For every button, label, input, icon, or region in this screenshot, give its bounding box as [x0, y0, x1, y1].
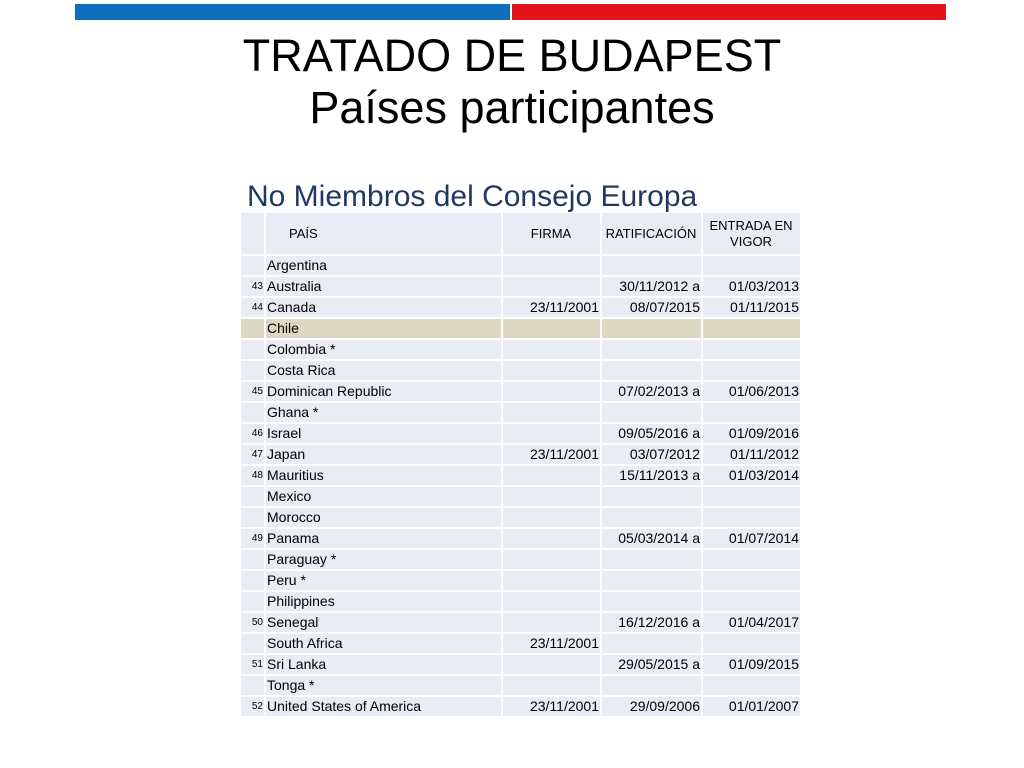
row-country: Chile	[266, 319, 503, 340]
row-firma: 23/11/2001	[503, 298, 602, 319]
row-entrada	[703, 340, 802, 361]
row-entrada: 01/11/2012	[703, 445, 802, 466]
row-firma	[503, 592, 602, 613]
row-number: 51	[241, 655, 266, 676]
row-country: Morocco	[266, 508, 503, 529]
row-number: 52	[241, 697, 266, 718]
title-line-2: Países participantes	[309, 82, 715, 133]
row-ratificacion	[602, 340, 703, 361]
row-number	[241, 256, 266, 277]
row-firma	[503, 424, 602, 445]
row-ratificacion: 09/05/2016 a	[602, 424, 703, 445]
table-row	[241, 508, 802, 529]
row-number	[241, 508, 266, 529]
table-row	[241, 592, 802, 613]
row-entrada	[703, 571, 802, 592]
table-row	[241, 445, 802, 466]
row-ratificacion: 30/11/2012 a	[602, 277, 703, 298]
row-ratificacion	[602, 550, 703, 571]
table-row	[241, 382, 802, 403]
table-row	[241, 487, 802, 508]
row-firma	[503, 550, 602, 571]
row-ratificacion: 03/07/2012	[602, 445, 703, 466]
row-firma	[503, 340, 602, 361]
row-country: Mauritius	[266, 466, 503, 487]
row-entrada: 01/07/2014	[703, 529, 802, 550]
row-ratificacion: 08/07/2015	[602, 298, 703, 319]
row-entrada: 01/09/2016	[703, 424, 802, 445]
row-number	[241, 487, 266, 508]
table-row	[241, 550, 802, 571]
header-num-cell	[241, 213, 266, 256]
row-entrada: 01/04/2017	[703, 613, 802, 634]
table-row	[241, 697, 802, 718]
row-country: Mexico	[266, 487, 503, 508]
row-entrada	[703, 592, 802, 613]
row-number: 43	[241, 277, 266, 298]
row-entrada: 01/06/2013	[703, 382, 802, 403]
row-firma: 23/11/2001	[503, 445, 602, 466]
row-number	[241, 634, 266, 655]
row-country: Panama	[266, 529, 503, 550]
table-row	[241, 256, 802, 277]
row-entrada	[703, 319, 802, 340]
row-number	[241, 571, 266, 592]
row-ratificacion	[602, 676, 703, 697]
row-number	[241, 676, 266, 697]
row-country: Costa Rica	[266, 361, 503, 382]
row-entrada: 01/03/2013	[703, 277, 802, 298]
row-ratificacion	[602, 634, 703, 655]
row-country: Dominican Republic	[266, 382, 503, 403]
row-country: Philippines	[266, 592, 503, 613]
row-entrada: 01/01/2007	[703, 697, 802, 718]
header-ratificacion: RATIFICACIÓN	[602, 213, 703, 256]
row-ratificacion	[602, 487, 703, 508]
row-firma: 23/11/2001	[503, 634, 602, 655]
row-ratificacion	[602, 403, 703, 424]
row-ratificacion: 07/02/2013 a	[602, 382, 703, 403]
row-firma	[503, 529, 602, 550]
row-ratificacion: 29/09/2006	[602, 697, 703, 718]
header-country: PAÍS	[266, 213, 503, 256]
row-firma	[503, 319, 602, 340]
table-row	[241, 613, 802, 634]
header-bar-blue	[75, 4, 510, 20]
row-entrada: 01/11/2015	[703, 298, 802, 319]
row-firma	[503, 361, 602, 382]
row-ratificacion	[602, 361, 703, 382]
table-row	[241, 403, 802, 424]
row-firma	[503, 676, 602, 697]
header-entrada: ENTRADA EN VIGOR	[703, 213, 802, 256]
table-row	[241, 571, 802, 592]
table-row	[241, 298, 802, 319]
row-country: United States of America	[266, 697, 503, 718]
row-country: Argentina	[266, 256, 503, 277]
table-header-row	[241, 213, 802, 256]
row-ratificacion	[602, 256, 703, 277]
row-number	[241, 361, 266, 382]
row-entrada	[703, 487, 802, 508]
row-ratificacion	[602, 508, 703, 529]
row-number: 48	[241, 466, 266, 487]
table-row	[241, 277, 802, 298]
row-number	[241, 319, 266, 340]
row-country: Israel	[266, 424, 503, 445]
row-number	[241, 403, 266, 424]
row-country: Canada	[266, 298, 503, 319]
row-entrada	[703, 361, 802, 382]
row-country: Senegal	[266, 613, 503, 634]
row-entrada: 01/09/2015	[703, 655, 802, 676]
row-firma: 23/11/2001	[503, 697, 602, 718]
row-firma	[503, 256, 602, 277]
slide-title	[0, 30, 1024, 134]
row-firma	[503, 382, 602, 403]
row-ratificacion: 29/05/2015 a	[602, 655, 703, 676]
row-country: Ghana *	[266, 403, 503, 424]
row-firma	[503, 655, 602, 676]
row-ratificacion	[602, 571, 703, 592]
row-number: 47	[241, 445, 266, 466]
table-row	[241, 676, 802, 697]
row-number: 46	[241, 424, 266, 445]
row-country: Colombia *	[266, 340, 503, 361]
row-country: South Africa	[266, 634, 503, 655]
row-entrada	[703, 634, 802, 655]
row-firma	[503, 487, 602, 508]
header-bar-red	[512, 4, 946, 20]
row-firma	[503, 277, 602, 298]
row-entrada	[703, 676, 802, 697]
row-number: 50	[241, 613, 266, 634]
row-entrada: 01/03/2014	[703, 466, 802, 487]
row-ratificacion	[602, 592, 703, 613]
table-row	[241, 655, 802, 676]
row-ratificacion	[602, 319, 703, 340]
row-number: 45	[241, 382, 266, 403]
row-firma	[503, 613, 602, 634]
row-number	[241, 592, 266, 613]
row-country: Sri Lanka	[266, 655, 503, 676]
row-country: Peru *	[266, 571, 503, 592]
row-firma	[503, 466, 602, 487]
table-row	[241, 424, 802, 445]
row-firma	[503, 403, 602, 424]
countries-table	[241, 213, 802, 718]
row-country: Paraguay *	[266, 550, 503, 571]
row-firma	[503, 508, 602, 529]
title-line-1: TRATADO DE BUDAPEST	[242, 30, 782, 81]
row-ratificacion: 15/11/2013 a	[602, 466, 703, 487]
row-number: 44	[241, 298, 266, 319]
row-firma	[503, 571, 602, 592]
table-row	[241, 634, 802, 655]
row-number: 49	[241, 529, 266, 550]
row-number	[241, 340, 266, 361]
row-number	[241, 550, 266, 571]
table-row	[241, 529, 802, 550]
row-entrada	[703, 256, 802, 277]
table-row	[241, 361, 802, 382]
table-row	[241, 340, 802, 361]
row-country: Australia	[266, 277, 503, 298]
row-ratificacion: 05/03/2014 a	[602, 529, 703, 550]
slide-subtitle: No Miembros del Consejo Europa	[247, 180, 698, 212]
row-entrada	[703, 550, 802, 571]
table-row	[241, 319, 802, 340]
table-row	[241, 466, 802, 487]
row-ratificacion: 16/12/2016 a	[602, 613, 703, 634]
row-country: Japan	[266, 445, 503, 466]
row-entrada	[703, 403, 802, 424]
header-firma: FIRMA	[503, 213, 602, 256]
row-country: Tonga *	[266, 676, 503, 697]
row-entrada	[703, 508, 802, 529]
